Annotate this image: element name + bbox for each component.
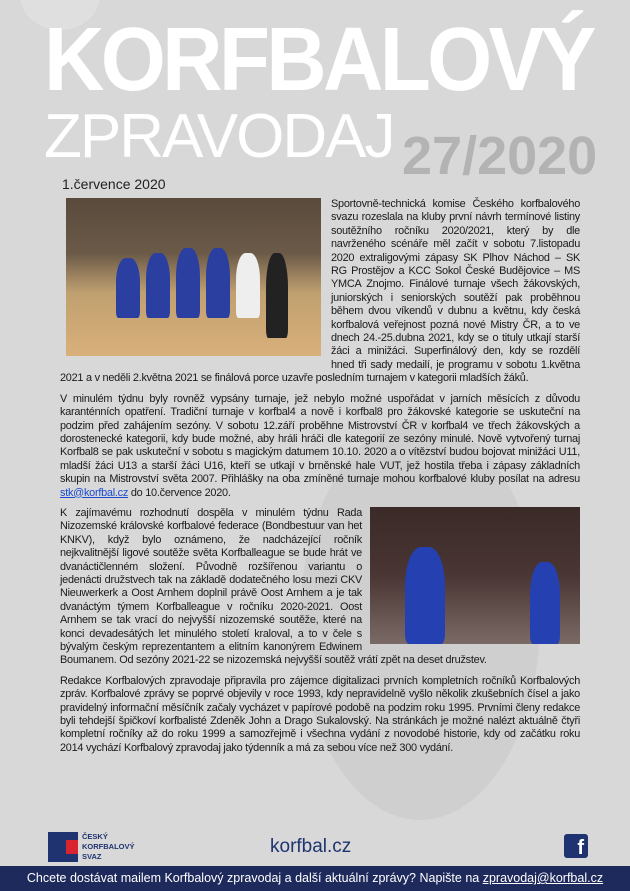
team-photo [66,198,321,356]
article-paragraph: Redakce Korfbalových zpravodaje připravila pro zájemce digitalizaci prvních kompletních ročníků Korfbalových zpráv. Korfbalové zprávy se poprvé objevily v roce 1993, kdy nepravidelně vyšlo několik zkušebních čísel a jako pravidelný informační měsíčník začaly vycházet v papírové podobě na podzim roku 1995. Prvními členy redakce byli tehdejší špičkoví korfbalisté Zdeněk John a Drago Sukalovský. Na stránkách je možné nalézt aktuálně čtyři kompletní ročníky až do roku 1999 a samozřejmě i všechna vydání z novodobé historie, kdy od začátku roku 2014 vychází Korfbalový zpravodaj jako týdenník a má za sebou více než 300 vydání. [60,674,580,754]
subscribe-bar [0,866,630,891]
issue-date: 1.července 2020 [62,176,166,192]
logo-red-mark [66,840,78,854]
facebook-icon[interactable]: f [564,834,588,858]
match-photo [370,507,580,644]
article-body [60,198,580,762]
subscribe-text: Chcete dostávat mailem Korfbalový zpravodaj a další aktuální zprávy? Napište na [26,871,483,885]
masthead-title: KORFBALOVÝ [44,10,593,110]
website-link[interactable]: korfbal.cz [270,836,352,857]
issue-number: 27/2020 [402,126,598,186]
article-paragraph [60,393,580,500]
article-paragraph: Sportovně-technická komise Českého korfbalového svazu rozeslala na kluby první návrh termínové listiny soutěžního ročníku 2020/2021, který by dle navrženého scénáře měl začít v sobotu 7.listopadu 2020 extraligovými zápasy SK Plhov Náchod – SK RG Prostějov a KCC Sokol České Budějovice – MS YMCA Znojmo. Finálové turnaje všech žákovských, juniorských i seniorských soutěží pak proběhnou během dvou víkendů v dubnu a květnu, kdy česká korfbalová veřejnost pozná nové Mistry ČR, a to ve dnech 24.-25.dubna 2021, kdy se o tituly utkají starší žáci a minižáci. Superfinálový den, kdy se rozdělí hned tři sady medailí, je programu v sobotu 1.května 2021 a v neděli 2.května 2021 se finálová porce uzavře posledním turnajem v kategorii mladších žáků. [60,198,580,385]
paragraph-text: V minulém týdnu byly rovněž vypsány turnaje, jež nebylo možné uspořádat v jarních měsících z důvodu karanténních opatření. Tradiční turnaje v korfbal4 a nově i korfbal8 pro žákovské kategorie se uskuteční na podzim před zahájením sezóny. V sobotu 12.září proběhne Mistrovství ČR v korfbal4 ve třech žákovských a dorostenecké kategorii, kdy bude možné, aby hráli hráči dle kategorií ze sezóny minulé. Nově vytvořený turnaj Korfbal8 se pak uskuteční v sobotu s magickým datumem 10.10. 2020 a o vítězství budou bojovat minižáci U11, mladší žáci U13 a starší žáci U16, kteří se utkají v brněnské hale VUT, jež hostila třeba i zápasy základních skupin na Mistrovství světa 2007. Přihlášky na oba zmíněné turnaje mohou korfbalové kluby posílat na adresu [60,392,580,486]
article-paragraph: K zajímavému rozhodnutí dospěla v minulém týdnu Rada Nizozemské královské korfbalové federace (Bondbestuur van het KNKV), když bylo oznámeno, že nadcházející ročník nejkvalitnější ligové soutěže světa Korfballeague se bude hrát ve dvanáctičlenném složení. Původně rozšířenou variantu o jedenácti družstvech tak na základě dodatečného losu mezi CKV Nieuwerkerk a Oost Arnhem doplnil právě Oost Arnhem a je tak dvanáctým týmem Korfballeague v ročníku 2020-2021. Oost Arnhem se tak vrací do nejvyšší nizozemské soutěže, které na konci devadesátých let minulého století kraloval, a to v čele s bývalým českým reprezentantem a elitním kanonýrem Edwinem Boumanem. Od sezóny 2021-22 se nizozemská nejvyšší soutěž vrátí zpět na deset družstev. [60,506,487,667]
logo-text-line: SVAZ [82,852,102,861]
masthead-subtitle: ZPRAVODAJ [44,102,394,171]
logo-text [82,832,135,862]
cks-logo[interactable] [48,832,168,864]
logo-text-line: ČESKÝ [82,832,108,841]
paragraph-text: do 10.července 2020. [128,486,231,499]
zpravodaj-email-link[interactable]: zpravodaj@korfbal.cz [482,871,604,885]
stk-email-link[interactable]: stk@korfbal.cz [60,486,129,499]
logo-text-line: KORFBALOVÝ [82,842,135,851]
